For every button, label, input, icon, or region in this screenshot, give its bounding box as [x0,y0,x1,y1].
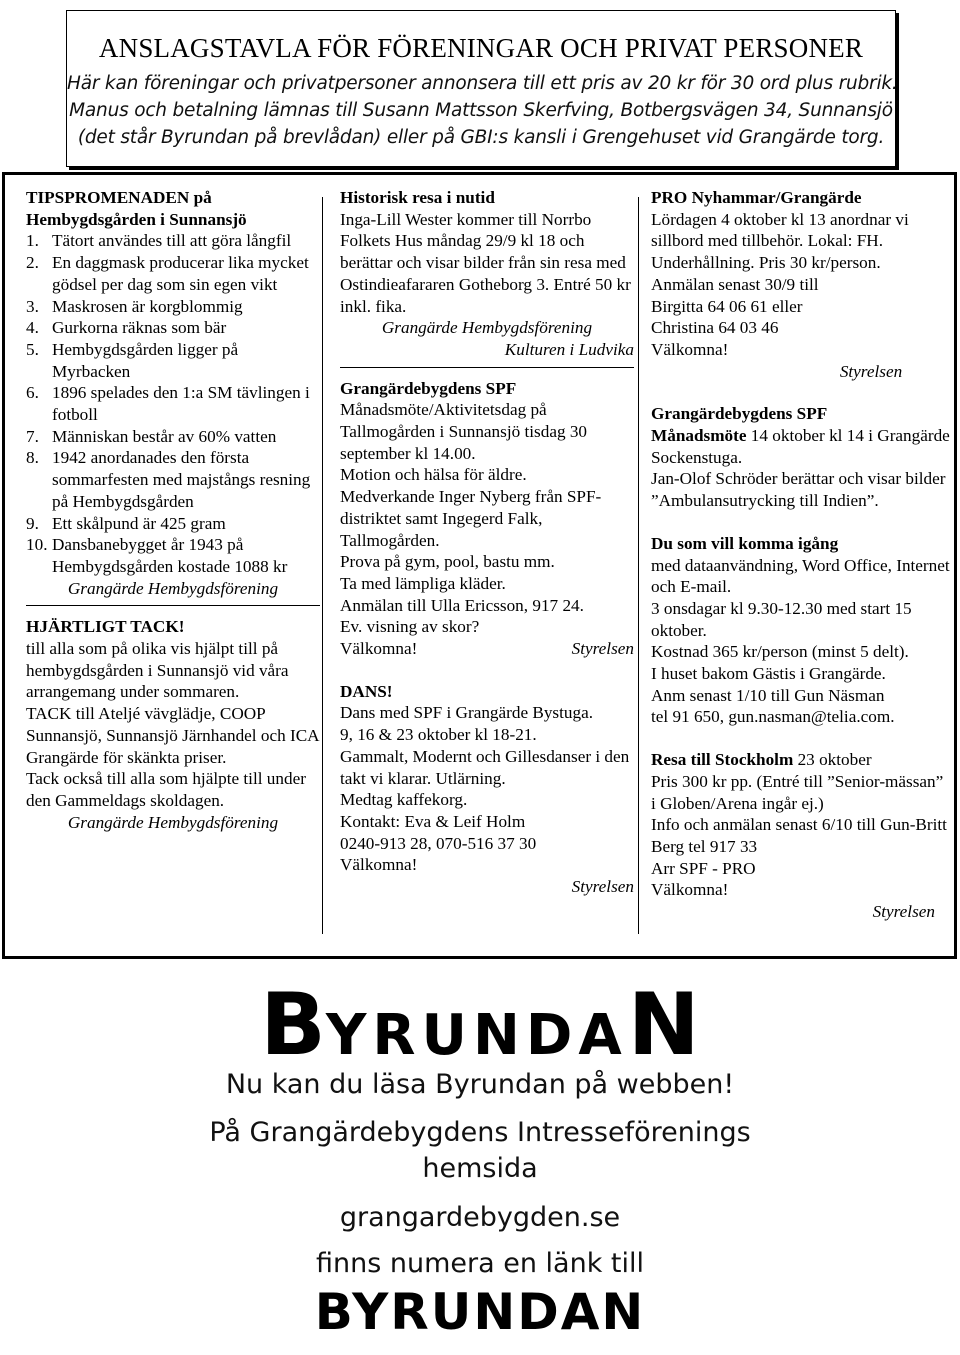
course-line: tel 91 650, gun.nasman@telia.com. [651,707,895,727]
bulletin-board [2,172,957,959]
tips-item-text: Tätort användes till att göra långfil [52,231,292,251]
spf-signature: Styrelsen [571,639,634,659]
tips-title-2: Hembygdsgården i Sunnansjö [26,209,247,229]
history-signature-2: Kulturen i Ludvika [504,339,634,359]
spf2-meeting-label: Månadsmöte [651,426,747,446]
tips-item-text: Hembygdsgården ligger på Myrbacken [52,339,239,381]
course-line: Kostnad 365 kr/person (minst 5 delt). [651,642,909,662]
spf-line: Välkomna! [340,639,418,659]
tips-item-text: 1896 spelades den 1:a SM tävlingen i fotboll [52,383,310,425]
dance-line: 9, 16 & 23 oktober kl 18-21. [340,725,537,745]
column-divider [638,197,639,934]
tips-item-text: Gurkorna räknas som bär [52,318,227,338]
tips-item-number: 2. [26,253,39,273]
spf-line: Anmälan till Ulla Ericsson, 917 24. [340,595,584,615]
tips-item-number: 9. [26,513,39,533]
dance-line: Välkomna! [340,855,418,875]
tips-item [26,252,320,295]
tips-item-number: 8. [26,448,39,468]
tips-item [26,230,320,252]
course-line: 3 onsdagar kl 9.30-12.30 med start 15 oktober. [651,598,912,640]
stockholm-trip [651,749,951,771]
stockholm-signature: Styrelsen [872,902,935,922]
tips-item-number: 10. [26,535,48,555]
web-announcement [0,965,960,1355]
pro-title: PRO Nyhammar/Grangärde [651,188,862,207]
tips-item-text: Maskrosen är korgblommig [52,296,243,316]
dance-line: Kontakt: Eva & Leif Holm [340,812,526,831]
pro-text: Lördagen 4 oktober kl 13 anordnar vi sillbord med tillbehör. Lokal: FH. Underhållning. Pris 30 kr/person. [651,209,909,273]
spf-line: Ev. visning av skor? [340,617,480,637]
course-line: med dataanvändning, Word Office, Internet och E-mail. [651,555,950,597]
spf-line: Ta med lämpliga kläder. [340,573,506,593]
column-divider [322,197,323,934]
header-line-3: (det står Byrundan på brevlådan) eller på GBI:s kansli i Grengehuset vid Grangärde torg. [77,127,885,148]
brand-letters: YRUNDA [325,1003,628,1068]
tips-item-number: 4. [26,318,39,338]
tips-signature: Grangärde Hembygdsförening [67,578,279,598]
stockholm-line: Välkomna! [651,880,729,900]
divider [340,367,634,368]
stockholm-line: Pris 300 kr pp. (Entré till ”Senior-mässan” i Globen/Arena ingår ej.) [651,771,944,813]
dance-line: Gammalt, Modernt och Gillesdanser i den takt vi klarar. Utlärning. [340,746,630,788]
spf-line: Motion och hälsa för äldre. [340,465,527,485]
dance-signature: Styrelsen [571,877,634,897]
spf-text: Månadsmöte/Aktivitetsdag på Tallmogården i Sunnansjö tisdag 30 september kl 14.00. [340,400,588,463]
tips-item [26,513,320,535]
thanks-text: TACK till Ateljé vävglädje, COOP Sunnansjö, Sunnansjö Järnhandel och ICA Grangärde för skänkta priser. [26,704,319,767]
tips-item-number: 5. [26,339,39,359]
header-notice-box [66,10,896,167]
brand-letter: N [627,975,700,1075]
header-line-2: Manus och betalning lämnas till Susann Mattsson Skerfving, Botbergsvägen 34, Sunnansjö [69,100,893,121]
dance-line: 0240-913 28, 070-516 37 30 [340,833,537,853]
course-line: Anm senast 1/10 till Gun Näsman [651,685,885,705]
pro-line: Anmälan senast 30/9 till [651,274,819,294]
spf2-text: Jan-Olof Schröder berättar och visar bilder ”Ambulansutrycking till Indien”. [651,469,946,511]
tips-item-text: En daggmask producerar lika mycket gödsel per dag som sin egen vikt [52,253,309,294]
spf-line: Medverkande Inger Nyberg från SPF-distriktet samt Ingegerd Falk, Tallmogården. [340,487,602,550]
ad-line: hemsida [422,1153,538,1184]
page-title: ANSLAGSTAVLA FÖR FÖRENINGAR OCH PRIVAT PERSONER [98,33,864,63]
dance-line: Medtag kaffekorg. [340,790,468,810]
tips-item [26,447,320,512]
tips-item [26,339,320,382]
thanks-signature: Grangärde Hembygdsförening [67,812,279,832]
tips-title: TIPSPROMENADEN på [26,188,212,207]
course-line: I huset bakom Gästis i Grangärde. [651,664,886,684]
tips-list [26,230,320,577]
column-1 [26,187,320,833]
column-3 [651,187,951,923]
pro-line: Christina 64 03 46 [651,318,779,338]
stockholm-date: 23 oktober [793,750,872,770]
thanks-text: Tack också till alla som hjälpte till under den Gammeldags skoldagen. [26,769,306,810]
tips-item-text: Människan består av 60% vatten [52,426,277,446]
thanks-title: HJÄRTLIGT TACK! [26,617,185,637]
spf-line: Prova på gym, pool, bastu mm. [340,552,555,572]
ad-url: grangardebygden.se [339,1202,621,1233]
stockholm-title: Resa till Stockholm [651,750,794,770]
tips-item-text: Dansbanebygget år 1943 på Hembygdsgården kostade 1088 kr [52,535,288,576]
pro-signature: Styrelsen [839,361,903,381]
stockholm-line: Info och anmälan senast 6/10 till Gun-Britt Berg tel 917 33 [651,815,947,856]
pro-line: Välkomna! [651,339,729,359]
tips-item [26,426,320,448]
spf-title: Grangärdebygdens SPF [340,378,517,398]
tips-item-text: 1942 anordanades den första sommarfesten med majstångs resning på Hembygdsgården [52,448,311,511]
tips-item [26,296,320,318]
spf2-meeting [651,425,951,468]
brand-letter: B [260,975,326,1075]
divider [26,605,320,606]
thanks-text: till alla som på olika vis hjälpt till på hembygdsgården i Sunnansjö vid våra arrangemang under sommaren. [26,639,289,702]
tips-item [26,317,320,339]
spf2-meeting-text: 14 oktober kl 14 i Grangärde Sockenstuga. [651,426,950,467]
column-2 [340,187,634,898]
ad-line: finns numera en länk till [315,1248,645,1279]
stockholm-line: Arr SPF - PRO [651,858,756,878]
history-text: Inga-Lill Wester kommer till Norrbo Folkets Hus måndag 29/9 kl 18 och berättar och visar bilder från sin resa med Ostindieafararen Gotheborg 3. Entré 50 kr inkl. fika. [340,209,631,316]
dance-line: Dans med SPF i Grangärde Bystuga. [340,703,594,723]
pro-line: Birgitta 64 06 61 eller [651,296,803,316]
tips-item-text: Ett skålpund är 425 gram [52,513,226,533]
history-signature: Grangärde Hembygdsförening [381,318,593,338]
dance-title: DANS! [340,681,393,701]
computer-course-title: Du som vill komma igång [651,533,839,553]
spf2-title: Grangärdebygdens SPF [651,404,828,424]
brand-name: BYRUNDAN [314,1283,646,1341]
brand-logo [0,975,960,1075]
tips-item-number: 7. [26,426,39,446]
header-line-1: Här kan föreningar och privatpersoner annonsera till ett pris av 20 kr för 30 ord plus rubrik. [67,73,898,94]
tips-item [26,382,320,425]
tips-item [26,534,320,577]
ad-line: På Grangärdebygdens Intresseförenings [209,1117,751,1148]
tips-item-number: 3. [26,296,39,316]
ad-headline: Nu kan du läsa Byrundan på webben! [225,1069,735,1100]
history-title: Historisk resa i nutid [340,188,495,207]
tips-item-number: 6. [26,383,39,403]
tips-item-number: 1. [26,231,39,251]
